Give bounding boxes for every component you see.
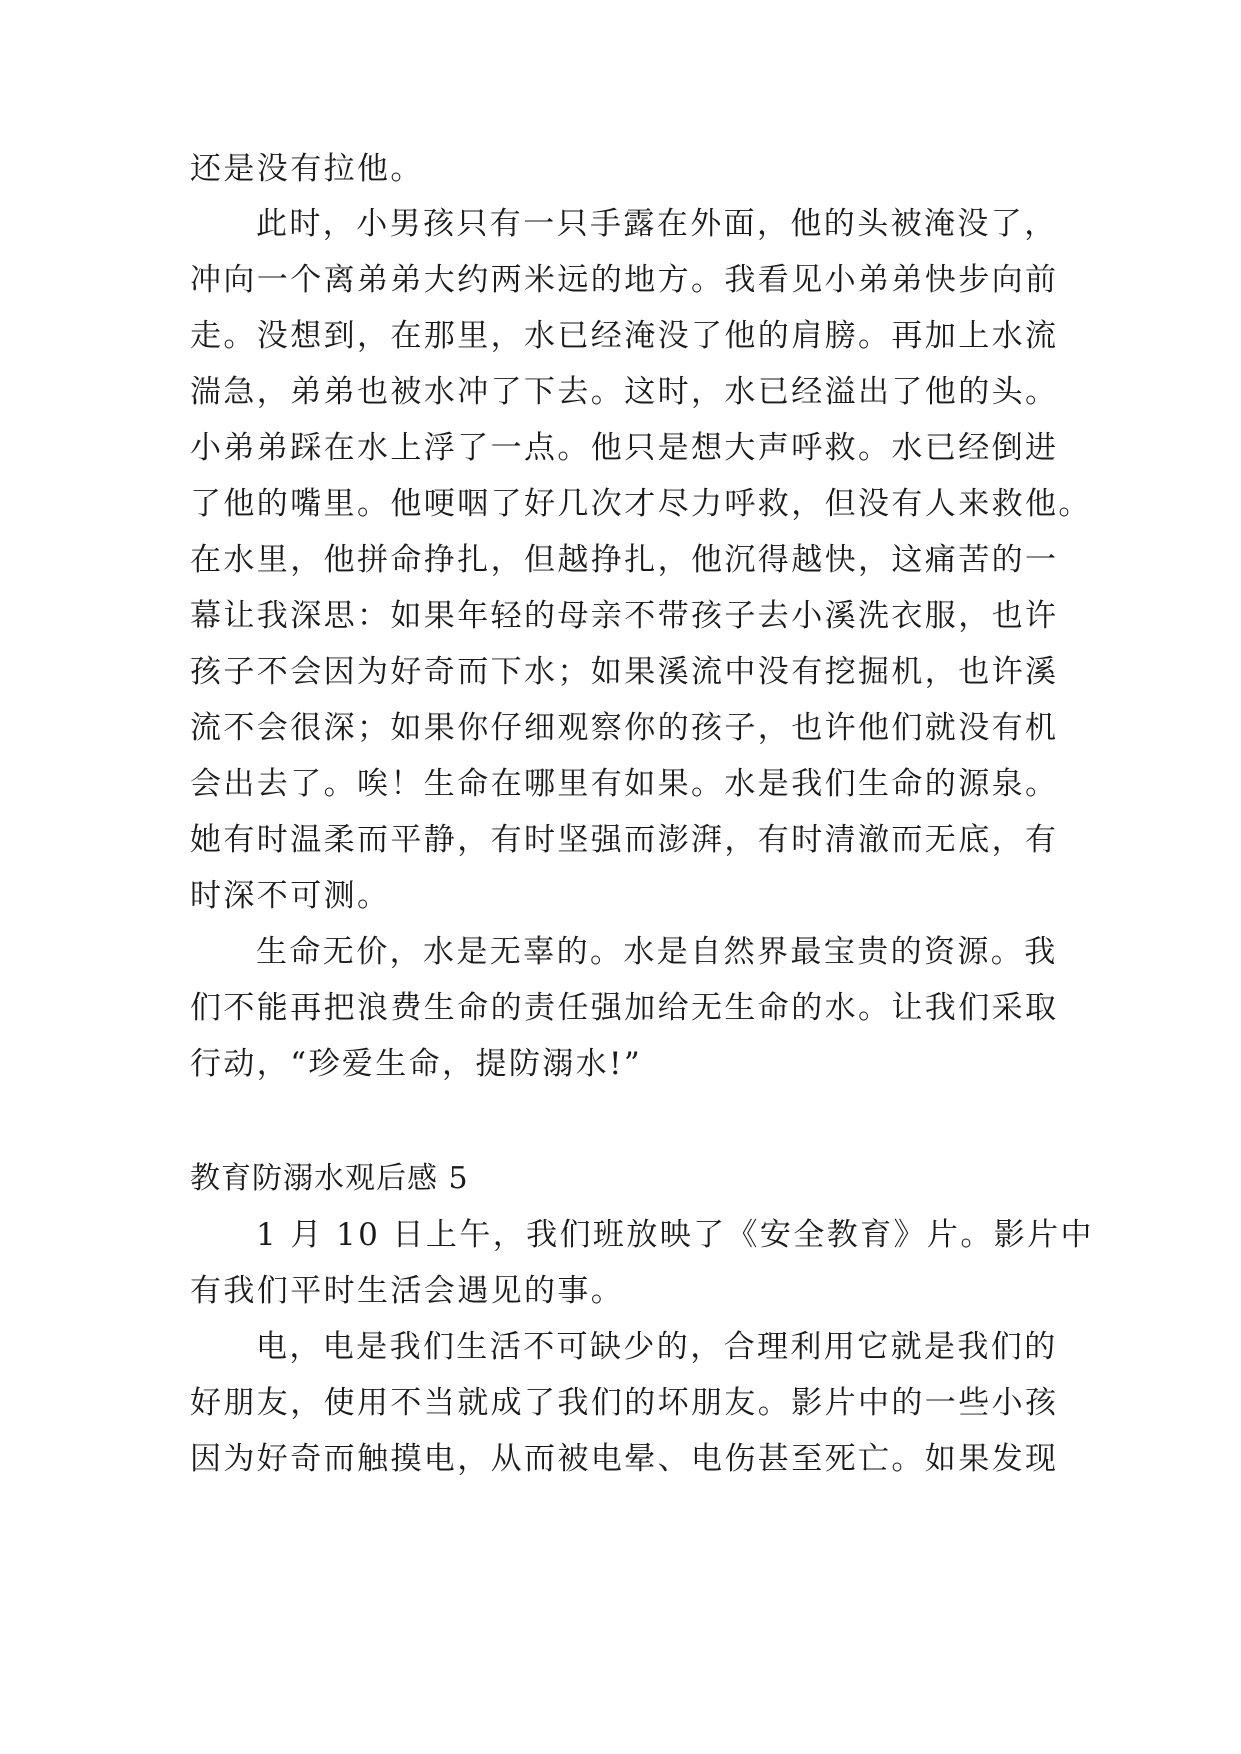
paragraph-line: 有我们平时生活会遇见的事。 xyxy=(190,1273,625,1309)
paragraph-line: 流不会很深；如果你仔细观察你的孩子，也许他们就没有机 xyxy=(190,710,1059,746)
paragraph-line: 还是没有拉他。 xyxy=(190,151,424,187)
paragraph-line: 孩子不会因为好奇而下水；如果溪流中没有挖掘机，也许溪 xyxy=(190,654,1059,690)
paragraph-line: 1 月 10 日上午，我们班放映了《安全教育》片。影片中 xyxy=(256,1217,1094,1253)
paragraph-line: 了他的嘴里。他哽咽了好几次才尽力呼救，但没有人来救他。 xyxy=(190,486,1092,522)
paragraph-line: 幕让我深思：如果年轻的母亲不带孩子去小溪洗衣服，也许 xyxy=(190,598,1059,634)
paragraph-line: 小弟弟踩在水上浮了一点。他只是想大声呼救。水已经倒进 xyxy=(190,430,1059,466)
paragraph-line: 们不能再把浪费生命的责任强加给无生命的水。让我们采取 xyxy=(190,990,1059,1026)
paragraph-line: 此时，小男孩只有一只手露在外面，他的头被淹没了， xyxy=(256,206,1058,242)
paragraph-line: 生命无价，水是无辜的。水是自然界最宝贵的资源。我 xyxy=(256,934,1058,970)
paragraph-line: 湍急，弟弟也被水冲了下去。这时，水已经溢出了他的头。 xyxy=(190,374,1059,410)
paragraph-line: 行动，“珍爱生命，提防溺水!” xyxy=(190,1046,643,1082)
paragraph-line: 她有时温柔而平静，有时坚强而澎湃，有时清澈而无底，有 xyxy=(190,822,1059,858)
paragraph-line: 走。没想到，在那里，水已经淹没了他的肩膀。再加上水流 xyxy=(190,318,1059,354)
paragraph-line: 因为好奇而触摸电，从而被电晕、电伤甚至死亡。如果发现 xyxy=(190,1441,1059,1477)
paragraph-line: 好朋友，使用不当就成了我们的坏朋友。影片中的一些小孩 xyxy=(190,1385,1059,1421)
paragraph-line: 在水里，他拼命挣扎，但越挣扎，他沉得越快，这痛苦的一 xyxy=(190,542,1059,578)
paragraph-line: 会出去了。唉！生命在哪里有如果。水是我们生命的源泉。 xyxy=(190,766,1059,802)
paragraph-line: 时深不可测。 xyxy=(190,878,391,914)
paragraph-line: 电，电是我们生活不可缺少的，合理利用它就是我们的 xyxy=(256,1329,1058,1365)
paragraph-line: 冲向一个离弟弟大约两米远的地方。我看见小弟弟快步向前 xyxy=(190,262,1059,298)
section-title: 教育防溺水观后感 5 xyxy=(190,1161,469,1196)
